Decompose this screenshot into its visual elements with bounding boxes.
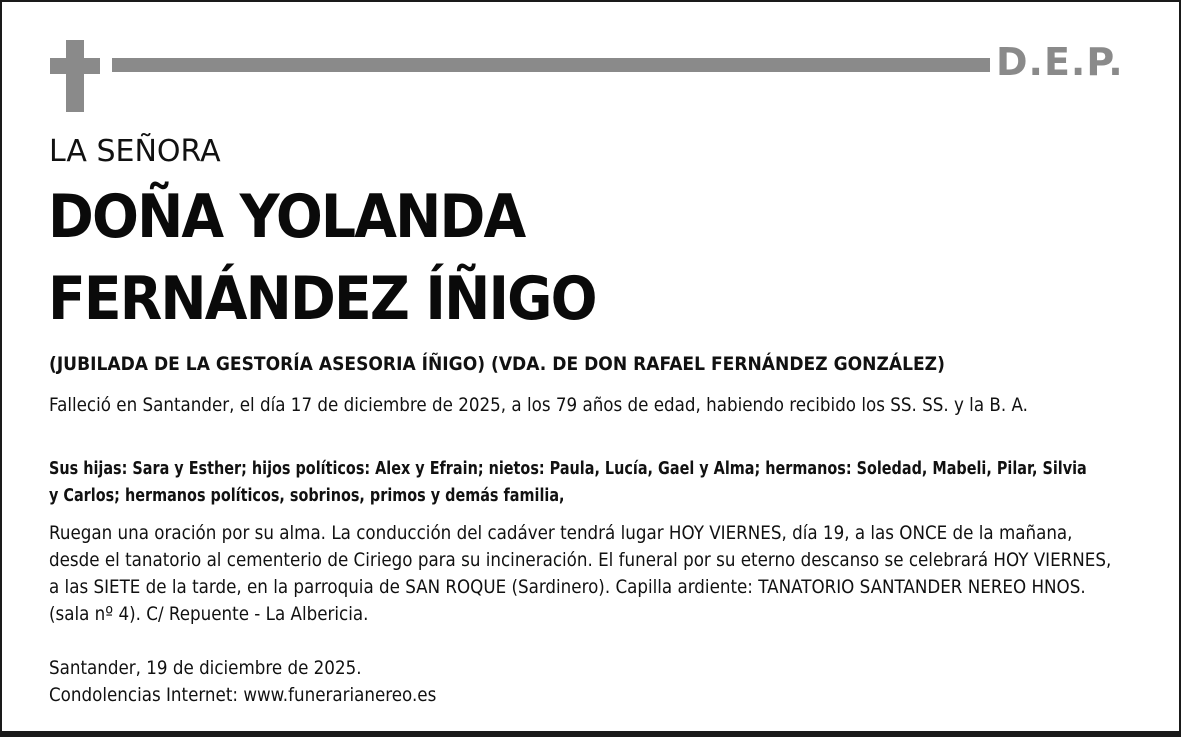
deceased-subtitle: (JUBILADA DE LA GESTORÍA ASESORIA ÍÑIGO) (VDA. DE DON RAFAEL FERNÁNDEZ GONZÁLEZ) <box>49 353 945 375</box>
place-date: Santander, 19 de diciembre de 2025. <box>49 657 362 679</box>
dep-label: D.E.P. <box>996 40 1124 84</box>
funeral-paragraph: Ruegan una oración por su alma. La conducción del cadáver tendrá lugar HOY VIERNES, día 19, a las ONCE de la mañana, desde el tanatorio al cementerio de Ciriego para su incineración. El funeral por su eterno descanso se celebrará HOY VIERNES, a las SIETE de la tarde, en la parroquia de SAN ROQUE (Sardinero). Capilla ardiente: TANATORIO SANTANDER NEREO HNOS. (sala nº 4). C/ Repuente - La Albericia. <box>49 522 1112 625</box>
closing-block <box>49 655 1114 709</box>
cross-icon-bar <box>50 58 100 74</box>
header-rule <box>112 58 990 72</box>
honorific: LA SEÑORA <box>49 134 221 169</box>
cross-icon <box>66 40 84 112</box>
deceased-name-line1: DOÑA YOLANDA <box>48 182 525 252</box>
death-paragraph: Falleció en Santander, el día 17 de diciembre de 2025, a los 79 años de edad, habiendo recibido los SS. SS. y la B. A. <box>49 394 1028 416</box>
family-paragraph: Sus hijas: Sara y Esther; hijos políticos: Alex y Efrain; nietos: Paula, Lucía, Gael y Alma; hermanos: Soledad, Mabeli, Pilar, Silvia y Carlos; hermanos políticos, sobrinos, primos y demás familia, <box>49 458 1087 506</box>
deceased-name-line2: FERNÁNDEZ ÍÑIGO <box>48 264 596 334</box>
condolences-line: Condolencias Internet: www.funerarianereo.es <box>49 684 437 706</box>
